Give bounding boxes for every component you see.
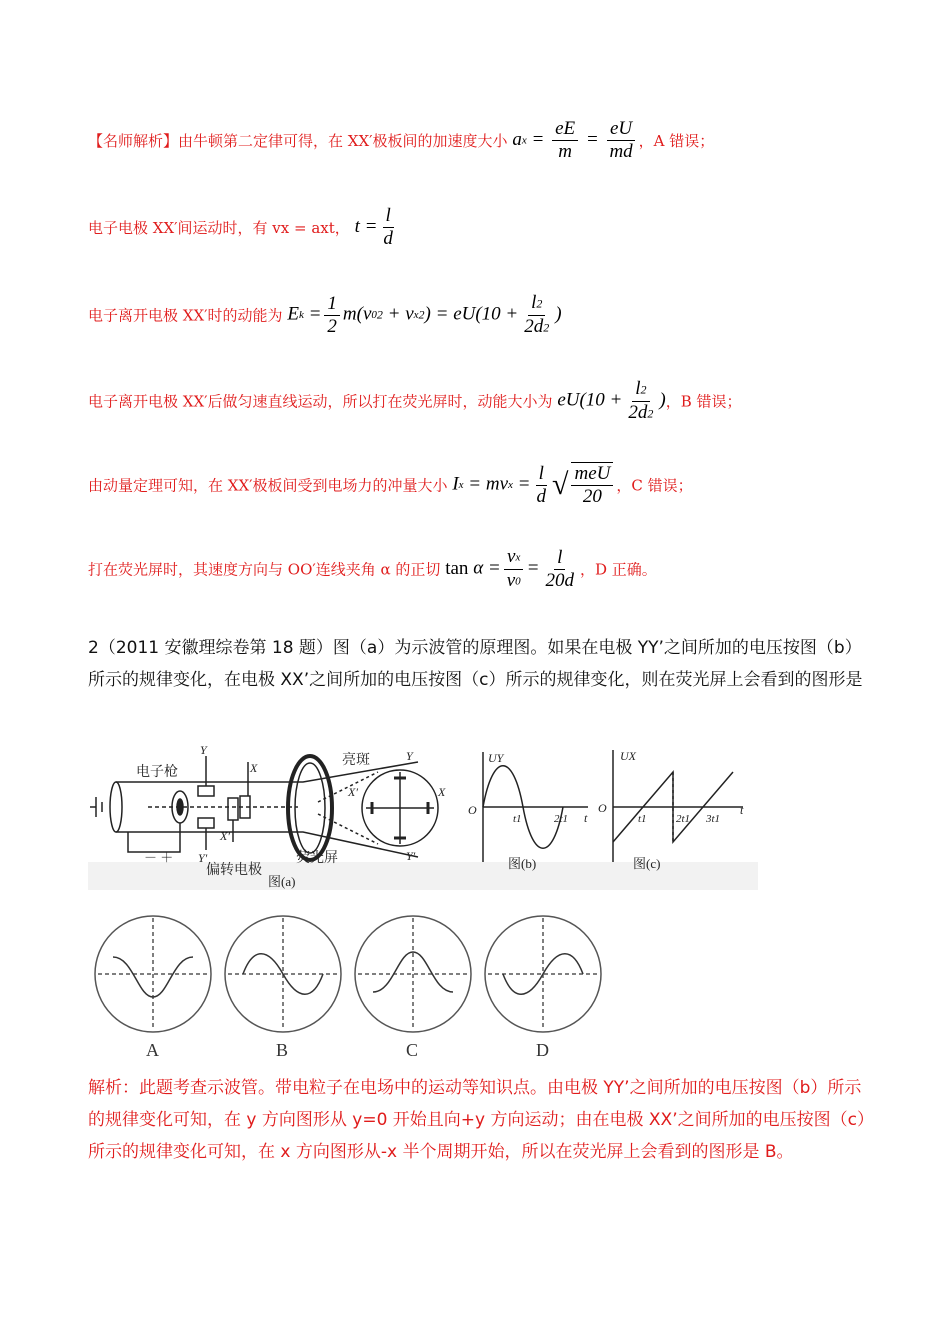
uy-label: UY xyxy=(488,751,504,765)
answer-analysis: 解析：此题考查示波管。带电粒子在电场中的运动等知识点。由电极 YY’之间所加的电压按图（b）所示的规律变化可知，在 y 方向图形从 y=0 开始且向+y 方向运动；由在电极 XX’之间所加的电压按图（c）所示的规律变化可知，在 x 方向图形从-x 半个周期开始，所以在荧光屏上会看到的图形是 B。 xyxy=(88,1078,866,1162)
line-4-tail: ，B 错误； xyxy=(665,392,742,411)
line-5-tail: ，C 错误； xyxy=(616,476,693,495)
t-label-c: t xyxy=(740,803,744,817)
spot-label: 亮斑 xyxy=(342,753,370,768)
famous-teacher-tag: 【名师解析】 xyxy=(88,132,179,150)
t2-label-c: 2t1 xyxy=(676,813,691,825)
formula-tangent: tan α = $\frac{vx}{v0}$ = $\frac{l}{20d}$ xyxy=(445,546,574,591)
t1-label-c: t1 xyxy=(638,813,647,825)
y-screen: Y xyxy=(406,749,413,763)
t2-label-b: 2t1 xyxy=(554,813,569,825)
line-6-tail: ，D 正确。 xyxy=(580,560,657,579)
option-d-label: D xyxy=(536,1040,549,1060)
analysis-line-5 xyxy=(88,462,693,508)
analysis-line-3 xyxy=(88,292,562,338)
line-6-text: 打在荧光屏时，其速度方向与 OO′连线夹角 α 的正切 xyxy=(88,560,441,579)
formula-kinetic-energy: Ek = $\frac{1}{2}$ m(v02 + vx2) = eU(10 + $\frac{l2}{2d2}$ ) xyxy=(287,292,562,337)
question-text: 2（2011 安徽理综卷第 18 题）图（a）为示波管的原理图。如果在电极 YY’之间所加的电压按图（b）所示的规律变化，在电极 XX’之间所加的电压按图（c）所示的规律变化，则在荧光屏上会看到的图形是 xyxy=(88,638,863,690)
line-1-tail: ，A 错误； xyxy=(638,132,715,150)
deflect-label: 偏转电极 xyxy=(206,863,262,878)
formula-time: t = $\frac{l}{d}$ xyxy=(354,205,393,249)
gun-label: 电子枪 xyxy=(136,765,178,780)
formula-impulse: Ix = mvx = $\frac{l}{d}$ √ $\frac{\text{meU}}{20}$ xyxy=(452,462,616,508)
line-1-text: 由牛顿第二定律可得，在 XX′极板间的加速度大小 xyxy=(178,132,508,150)
x-label-a: X xyxy=(250,761,258,775)
formula-acceleration: ax = $\frac{eE}{m}$ = $\frac{eU}{md}$ xyxy=(512,118,638,163)
o-label-b: O xyxy=(468,803,477,817)
y-label-a: Y xyxy=(200,743,207,757)
x-prime-screen: X′ xyxy=(348,785,358,799)
t3-label-c: 3t1 xyxy=(706,813,721,825)
option-b-label: B xyxy=(276,1040,289,1060)
ux-label: UX xyxy=(620,749,636,763)
line-5-text: 由动量定理可知，在 XX′极板间受到电场力的冲量大小 xyxy=(88,476,448,495)
oscilloscope-figure xyxy=(88,742,758,892)
t-label-b: t xyxy=(584,811,588,825)
screen-face xyxy=(318,770,438,846)
o-label-c: O xyxy=(598,801,607,815)
analysis-line-4 xyxy=(88,378,742,424)
line-3-text: 电子离开电极 XX′时的动能为 xyxy=(88,306,283,325)
x-screen: X xyxy=(438,785,446,799)
screen-label: 荧光屏 xyxy=(296,851,338,866)
minus-plus-label: － ＋ xyxy=(144,850,174,865)
x-prime-label-a: X′ xyxy=(220,829,230,843)
line-2-text: 电子电极 XX′间运动时，有 vx = axt， xyxy=(88,219,350,237)
y-prime-screen: Y′ xyxy=(406,849,416,863)
analysis-line-2 xyxy=(88,205,399,250)
option-c-label: C xyxy=(406,1040,419,1060)
figure-b-graph xyxy=(483,752,588,862)
analysis-line-6 xyxy=(88,546,657,592)
fig-c-caption: 图(c) xyxy=(633,856,661,871)
formula-kinetic-screen: eU(10 + $\frac{l2}{2d2}$ ) xyxy=(557,378,666,423)
analysis-line-1 xyxy=(88,118,714,163)
line-4-text: 电子离开电极 XX′后做匀速直线运动，所以打在荧光屏时，动能大小为 xyxy=(88,392,553,411)
fig-b-caption: 图(b) xyxy=(508,856,537,871)
option-a-label: A xyxy=(146,1040,159,1060)
y-prime-label-a: Y′ xyxy=(198,851,208,865)
figure-c-graph xyxy=(613,750,743,862)
answer-options xyxy=(88,912,608,1062)
t1-label-b: t1 xyxy=(513,813,522,825)
fig-a-caption: 图(a) xyxy=(268,874,296,889)
